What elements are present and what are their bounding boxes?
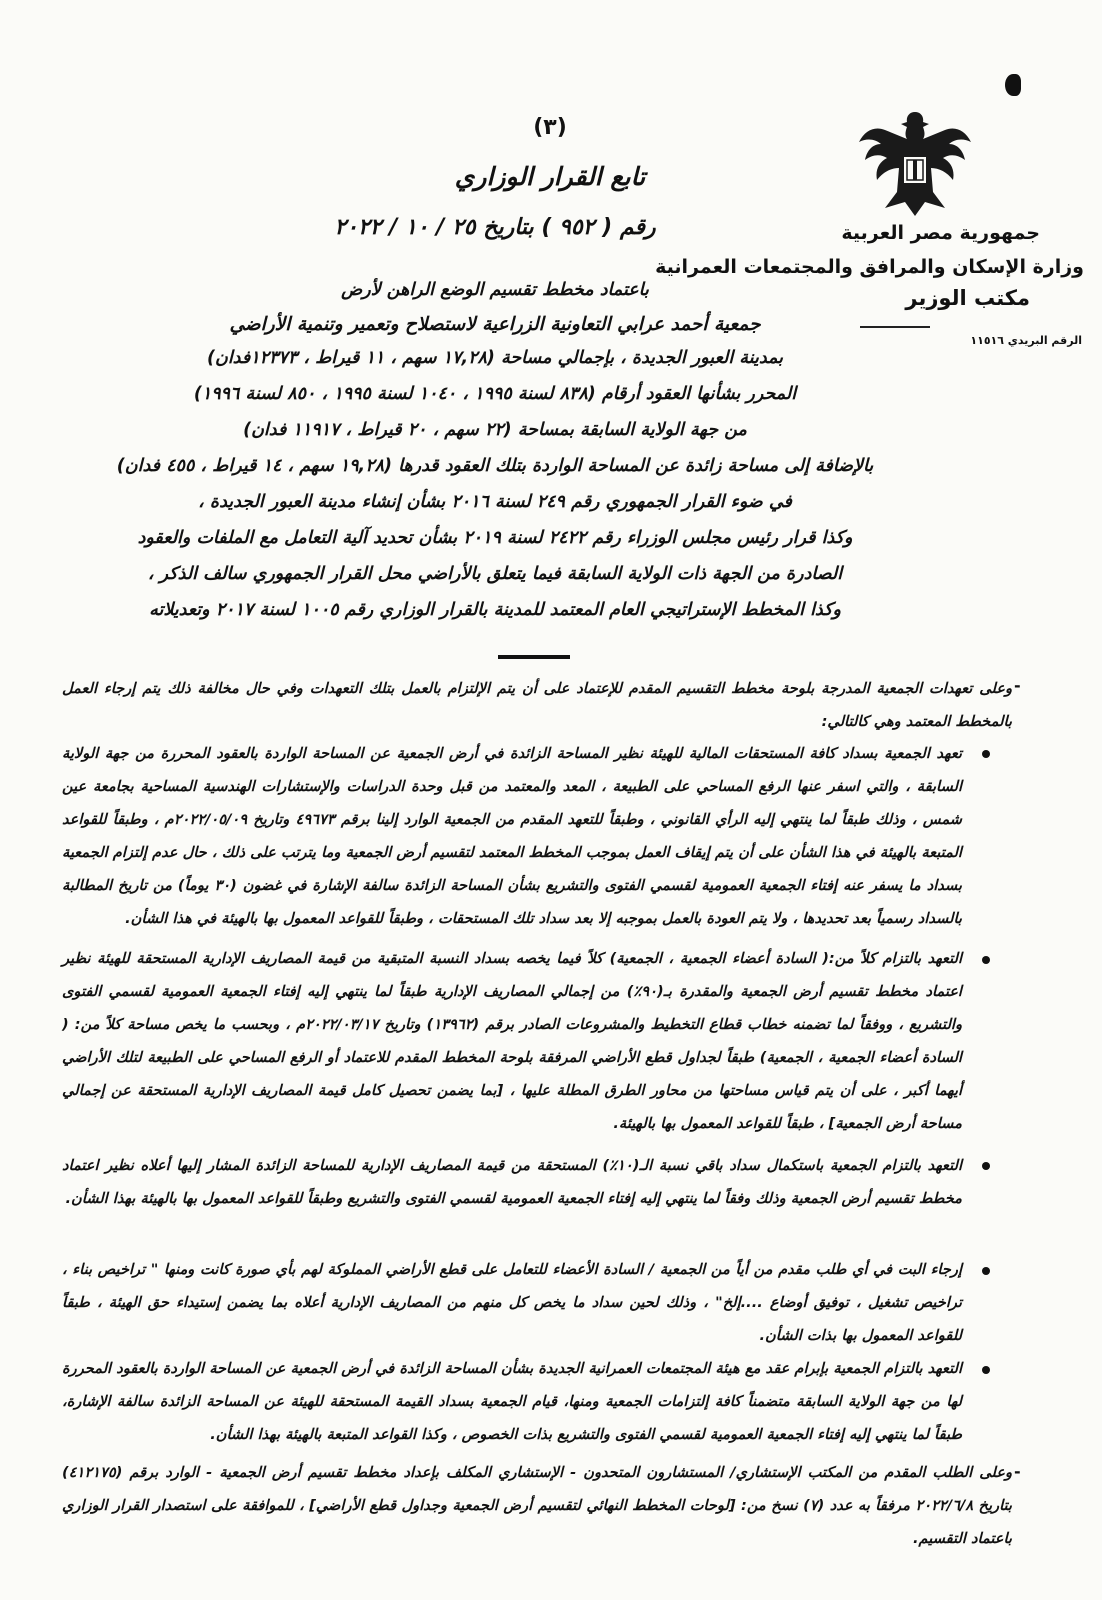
subject-line: وكذا المخطط الإستراتيجي العام المعتمد للمدينة بالقرار الوزاري رقم ١٠٠٥ لسنة ٢٠١٧ وتعديلاته xyxy=(149,600,841,620)
subject-line: جمعية أحمد عرابي التعاونية الزراعية لاستصلاح وتعمير وتنمية الأراضي xyxy=(229,314,761,335)
eagle-emblem-icon xyxy=(855,108,975,220)
dash-marker: - xyxy=(1014,1462,1021,1481)
subject-line: بمدينة العبور الجديدة ، بإجمالي مساحة (١٧,٢٨ سهم ، ١١ قيراط ، ١٢٣٧٣فدان) xyxy=(206,348,784,368)
bullet-marker xyxy=(982,956,990,964)
commitment-item: إرجاء البت في أي طلب مقدم من أياً من الجمعية / السادة الأعضاء للتعامل على قطع الأراضي المملوكة لهم بأي صورة كانت ومنها " تراخيص بناء ، تراخيص تشغيل ، توفيق أوضاع ....إلخ" ، وذلك لحين سداد ما يخص كل منهم من المصاريف الإدارية أعلاه بما يضمن إستيداء حق الهيئة ، طبقاً للقواعد المعمول بها بذات الشأن. xyxy=(62,1261,962,1344)
commitment-item: التعهد بالتزام الجمعية بإبرام عقد مع هيئة المجتمعات العمرانية الجديدة بشأن المساحة الزائدة في أرض الجمعية عن المساحة الواردة بالعقود المحررة لها من جهة الولاية السابقة متضمناً كافة إلتزامات الجمعية ومنها، قيام الجمعية بسداد القيمة المستحقة للهيئة عن المساحة الزائدة سالفة الإشارة، طبقاً لما ينتهي إليه إفتاء الجمعية العمومية لقسمي الفتوى والتشريع بذات الخصوص ، وكذا القواعد المتبعة بالهيئة بهذا الشأن. xyxy=(62,1360,962,1443)
country-name: جمهورية مصر العربية xyxy=(841,222,1040,244)
subject-line: باعتماد مخطط تقسيم الوضع الراهن لأرض xyxy=(341,280,649,300)
bullet-marker xyxy=(982,1162,990,1170)
bullet-marker xyxy=(982,1366,990,1374)
subject-line: وكذا قرار رئيس مجلس الوزراء رقم ٢٤٢٢ لسنة ٢٠١٩ بشأن تحديد آلية التعامل مع الملفات والعقود xyxy=(137,528,853,548)
office-name: مكتب الوزير xyxy=(905,286,1030,310)
ministry-name: وزارة الإسكان والمرافق والمجتمعات العمرانية xyxy=(655,256,1084,278)
intro-paragraph: وعلى تعهدات الجمعية المدرجة بلوحة مخطط التقسيم المقدم للإعتماد على أن يتم الإلتزام بالعمل بتلك التعهدات وفي حال مخالفة ذلك يتم إرجاء العمل بالمخطط المعتمد وهي كالتالي: xyxy=(62,680,1012,730)
document-title: تابع القرار الوزاري xyxy=(454,162,646,191)
commitment-item: التعهد بالتزام الجمعية باستكمال سداد باقي نسبة الـ(١٠٪) المستحقة من قيمة المصاريف الإدارية للمساحة الزائدة المشار إليها أعلاه نظير اعتماد مخطط تقسيم أرض الجمعية وذلك وفقاً لما ينتهي إليه إفتاء الجمعية العمومية لقسمي الفتوى والتشريع وطبقاً للقواعد المعمول بها بالهيئة بهذا الشأن. xyxy=(62,1157,962,1207)
subject-line: من جهة الولاية السابقة بمساحة (٢٢ سهم ، ٢٠ قيراط ، ١١٩١٧ فدان) xyxy=(243,420,747,440)
page-number: (٣) xyxy=(533,115,567,140)
subject-line: في ضوء القرار الجمهوري رقم ٢٤٩ لسنة ٢٠١٦ بشأن إنشاء مدينة العبور الجديدة ، xyxy=(198,492,792,512)
decree-number: رقم ( ٩٥٢ ) بتاريخ ٢٥ / ١٠ / ٢٠٢٢ xyxy=(334,215,656,240)
ink-mark xyxy=(1005,74,1021,96)
bullet-marker xyxy=(982,750,990,758)
subject-line: بالإضافة إلى مساحة زائدة عن المساحة الواردة بتلك العقود قدرها (١٩,٢٨ سهم ، ١٤ قيراط ، ٤٥٥ فدان) xyxy=(116,456,874,476)
commitment-item: التعهد بالتزام كلاً من:( السادة أعضاء الجمعية ، الجمعية) كلاً فيما يخصه بسداد النسبة المتبقية من قيمة المصاريف الإدارية المستحقة للهيئة نظير اعتماد مخطط تقسيم أرض الجمعية والمقدرة بـ(٩٠٪) من إجمالي المصاريف الإدارية طبقاً لما ينتهي إليه إفتاء الجمعية العمومية لقسمي الفتوى والتشريع ، ووفقاً لما تضمنه خطاب قطاع التخطيط والمشروعات الصادر برقم (١٣٩٦٢) وتاريخ ٢٠٢٢/٠٣/١٧م ، وبحسب ما يخص مساحة كلاً من: ( السادة أعضاء الجمعية ، الجمعية) طبقاً لجداول قطع الأراضي المرفقة بلوحة المخطط المقدم للاعتماد أو الرفع المساحي على الطبيعة لتلك الأراضي أيهما أكبر ، على أن يتم قياس مساحتها من محاور الطرق المطلة عليها ، [بما يضمن تحصيل كامل قيمة المصاريف الإدارية المستحقة عن إجمالي مساحة أرض الجمعية] ، طبقاً للقواعد المعمول بها بالهيئة. xyxy=(62,950,962,1132)
subject-line: المحرر بشأنها العقود أرقام (٨٣٨ لسنة ١٩٩٥ ، ١٠٤٠ لسنة ١٩٩٥ ، ٨٥٠ لسنة ١٩٩٦) xyxy=(193,384,797,404)
commitment-item: تعهد الجمعية بسداد كافة المستحقات المالية للهيئة نظير المساحة الزائدة في أرض الجمعية عن المساحة الواردة بالعقود المحررة من جهة الولاية السابقة ، والتي اسفر عنها الرفع المساحي على الطبيعة ، المعد والمعتمد من قبل وحدة الدراسات والإستشارات الهندسية المساحية بجامعة عين شمس ، وذلك طبقاً لما ينتهي إليه الرأي القانوني ، وطبقاً للتعهد المقدم من الجمعية الوارد إلينا برقم ٤٩٦٧٣ وتاريخ ٢٠٢٢/٠٥/٠٩م ، وطبقاً للقواعد المتبعة بالهيئة في هذا الشأن على أن يتم إيقاف العمل بموجب المخطط المعتمد لتقسيم أرض الجمعية وما يترتب على ذلك ، حال عدم إلتزام الجمعية بسداد ما يسفر عنه إفتاء الجمعية العمومية لقسمي الفتوى والتشريع بشأن المساحة الزائدة سالفة الإشارة في غضون (٣٠ يوماً) من تاريخ المطالبة بالسداد رسمياً بعد تحديدها ، ولا يتم العودة بالعمل بموجبه إلا بعد سداد تلك المستحقات ، وطبقاً للقواعد المعمول بها بالهيئة في هذا الشأن. xyxy=(62,745,962,927)
subject-line: الصادرة من الجهة ذات الولاية السابقة فيما يتعلق بالأراضي محل القرار الجمهوري سالف الذكر ، xyxy=(147,564,843,584)
postal-code: الرقم البريدي ١١٥١٦ xyxy=(970,334,1082,347)
dash-marker: - xyxy=(1014,676,1021,695)
section-separator xyxy=(498,655,570,659)
closing-paragraph: وعلى الطلب المقدم من المكتب الإستشاري/ المستشارون المتحدون - الإستشاري المكلف بإعداد مخطط تقسيم أرض الجمعية - الوارد برقم (٤١٢١٧٥) بتاريخ ٢٠٢٢/٦/٨ مرفقاً به عدد (٧) نسخ من: [لوحات المخطط النهائي لتقسيم أرض الجمعية وجداول قطع الأراضي] ، للموافقة على استصدار القرار الوزاري باعتماد التقسيم. xyxy=(62,1464,1012,1547)
bullet-marker xyxy=(982,1267,990,1275)
